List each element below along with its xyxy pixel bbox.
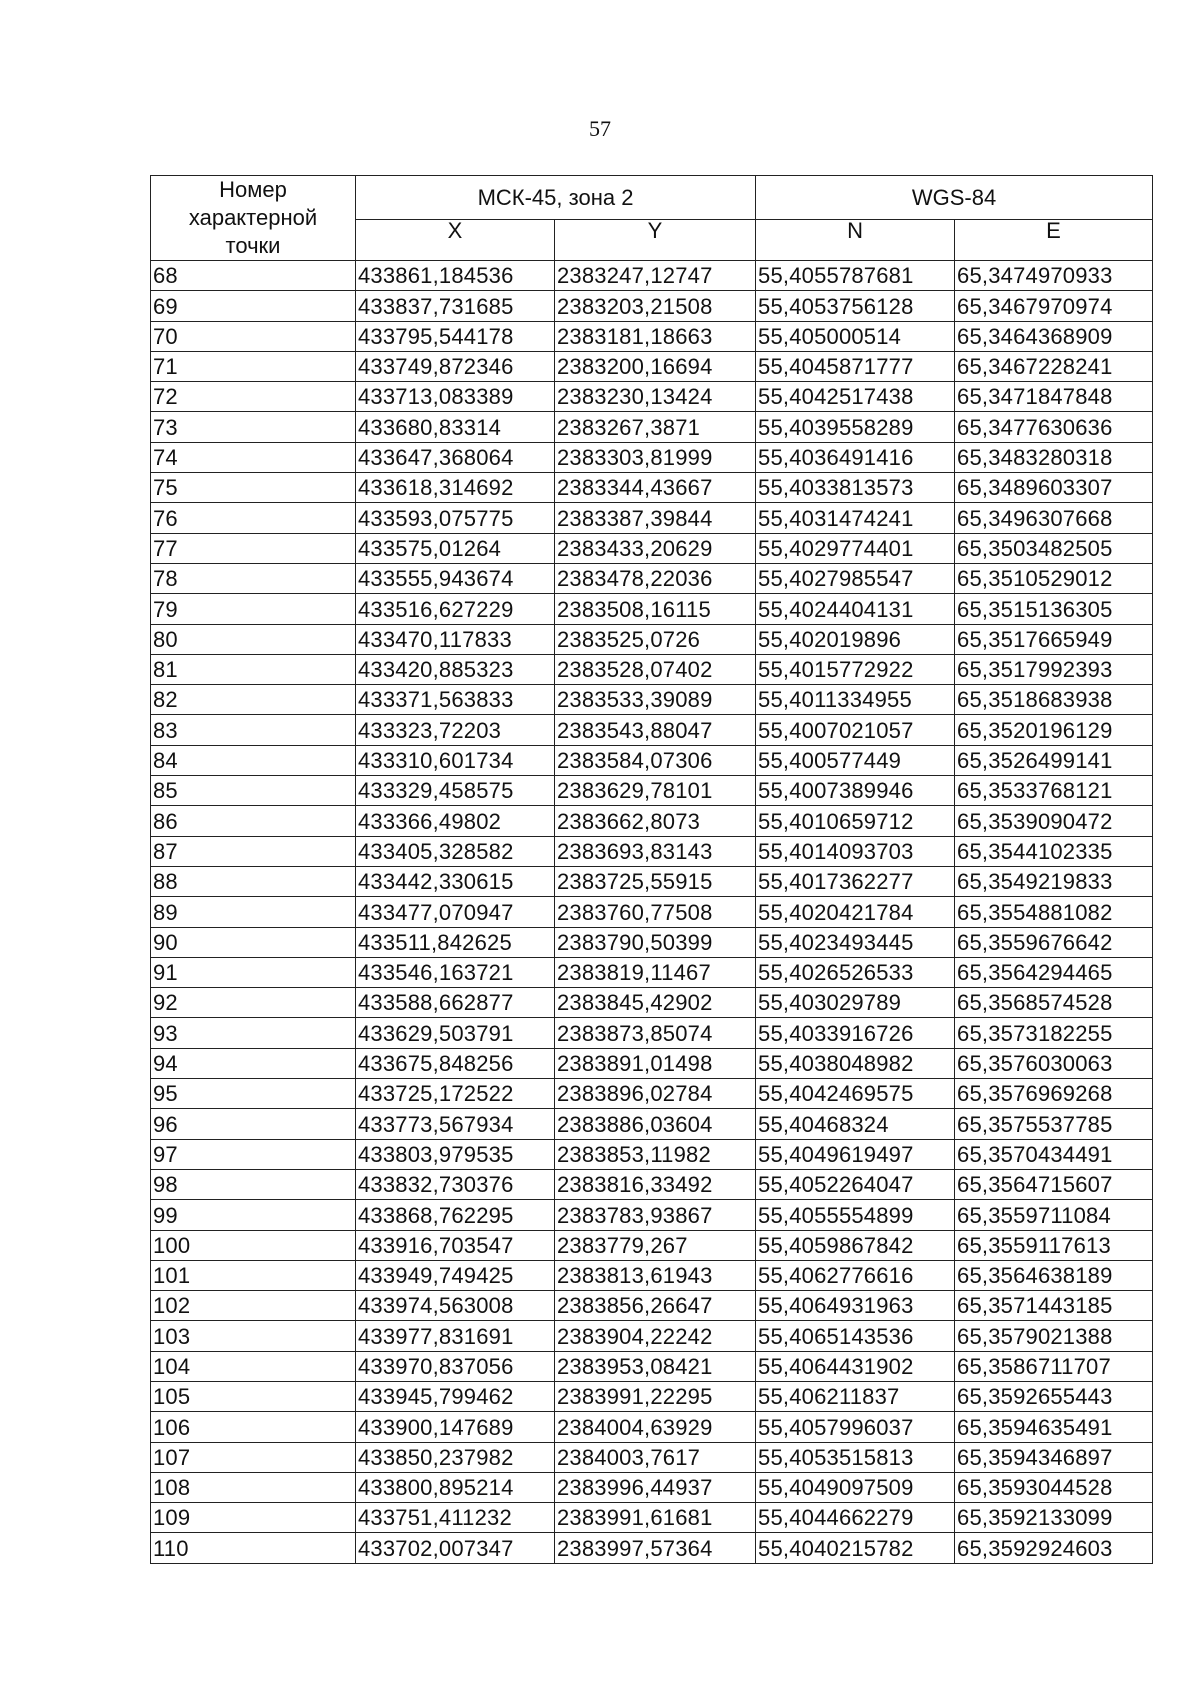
n-cell: 55,4057996037 — [756, 1412, 955, 1442]
x-cell: 433516,627229 — [356, 594, 555, 624]
table-row — [151, 654, 1153, 684]
e-cell: 65,3489603307 — [955, 473, 1153, 503]
point-number-cell: 105 — [151, 1381, 356, 1411]
e-cell: 65,3526499141 — [955, 745, 1153, 775]
n-cell: 55,4053756128 — [756, 291, 955, 321]
x-cell: 433329,458575 — [356, 776, 555, 806]
e-cell: 65,3517992393 — [955, 654, 1153, 684]
x-cell: 433593,075775 — [356, 503, 555, 533]
x-cell: 433575,01264 — [356, 533, 555, 563]
y-cell: 2383533,39089 — [555, 685, 756, 715]
point-number-cell: 110 — [151, 1533, 356, 1563]
point-number-cell: 74 — [151, 442, 356, 472]
e-cell: 65,3467228241 — [955, 351, 1153, 381]
e-cell: 65,3515136305 — [955, 594, 1153, 624]
n-cell: 55,4020421784 — [756, 897, 955, 927]
y-cell: 2383997,57364 — [555, 1533, 756, 1563]
table-row — [151, 1503, 1153, 1533]
x-cell: 433949,749425 — [356, 1260, 555, 1290]
e-cell: 65,3467970974 — [955, 291, 1153, 321]
x-cell: 433795,544178 — [356, 321, 555, 351]
e-cell: 65,3544102335 — [955, 836, 1153, 866]
n-cell: 55,4064431902 — [756, 1351, 955, 1381]
y-cell: 2383891,01498 — [555, 1048, 756, 1078]
n-cell: 55,4040215782 — [756, 1533, 955, 1563]
x-cell: 433900,147689 — [356, 1412, 555, 1442]
x-cell: 433323,72203 — [356, 715, 555, 745]
y-cell: 2383344,43667 — [555, 473, 756, 503]
table-row — [151, 442, 1153, 472]
point-number-header — [151, 176, 356, 261]
point-number-cell: 100 — [151, 1230, 356, 1260]
table-row — [151, 1472, 1153, 1502]
table-row — [151, 1169, 1153, 1199]
n-cell: 55,4064931963 — [756, 1291, 955, 1321]
n-cell: 55,4026526533 — [756, 957, 955, 987]
table-row — [151, 1139, 1153, 1169]
n-cell: 55,4010659712 — [756, 806, 955, 836]
point-number-cell: 75 — [151, 473, 356, 503]
table-row — [151, 382, 1153, 412]
x-cell: 433477,070947 — [356, 897, 555, 927]
e-cell: 65,3559711084 — [955, 1200, 1153, 1230]
y-cell: 2383816,33492 — [555, 1169, 756, 1199]
y-cell: 2383991,61681 — [555, 1503, 756, 1533]
table-row — [151, 1442, 1153, 1472]
n-cell: 55,4027985547 — [756, 563, 955, 593]
e-cell: 65,3594635491 — [955, 1412, 1153, 1442]
x-cell: 433868,762295 — [356, 1200, 555, 1230]
table-row — [151, 957, 1153, 987]
table-row — [151, 1230, 1153, 1260]
y-cell: 2383181,18663 — [555, 321, 756, 351]
e-cell: 65,3464368909 — [955, 321, 1153, 351]
y-cell: 2383779,267 — [555, 1230, 756, 1260]
e-cell: 65,3579021388 — [955, 1321, 1153, 1351]
x-cell: 433800,895214 — [356, 1472, 555, 1502]
table-row — [151, 1048, 1153, 1078]
n-column-header: N — [756, 220, 955, 261]
e-cell: 65,3571443185 — [955, 1291, 1153, 1321]
point-number-cell: 92 — [151, 988, 356, 1018]
point-number-cell: 103 — [151, 1321, 356, 1351]
y-cell: 2383996,44937 — [555, 1472, 756, 1502]
table-row — [151, 473, 1153, 503]
e-cell: 65,3483280318 — [955, 442, 1153, 472]
n-cell: 55,4042517438 — [756, 382, 955, 412]
x-column-header: X — [356, 220, 555, 261]
y-cell: 2383433,20629 — [555, 533, 756, 563]
point-number-cell: 79 — [151, 594, 356, 624]
table-row — [151, 776, 1153, 806]
x-cell: 433945,799462 — [356, 1381, 555, 1411]
table-row — [151, 1079, 1153, 1109]
y-cell: 2383203,21508 — [555, 291, 756, 321]
table-row — [151, 1260, 1153, 1290]
table-row — [151, 1109, 1153, 1139]
n-cell: 55,402019896 — [756, 624, 955, 654]
y-cell: 2383853,11982 — [555, 1139, 756, 1169]
point-number-cell: 73 — [151, 412, 356, 442]
x-cell: 433977,831691 — [356, 1321, 555, 1351]
table-row — [151, 745, 1153, 775]
n-cell: 55,4044662279 — [756, 1503, 955, 1533]
x-cell: 433803,979535 — [356, 1139, 555, 1169]
x-cell: 433974,563008 — [356, 1291, 555, 1321]
n-cell: 55,4033916726 — [756, 1018, 955, 1048]
x-cell: 433420,885323 — [356, 654, 555, 684]
n-cell: 55,4033813573 — [756, 473, 955, 503]
y-cell: 2383543,88047 — [555, 715, 756, 745]
point-number-cell: 68 — [151, 261, 356, 291]
point-number-cell: 80 — [151, 624, 356, 654]
table-row — [151, 715, 1153, 745]
e-cell: 65,3592133099 — [955, 1503, 1153, 1533]
x-cell: 433749,872346 — [356, 351, 555, 381]
table-row — [151, 988, 1153, 1018]
table-row — [151, 624, 1153, 654]
x-cell: 433310,601734 — [356, 745, 555, 775]
x-cell: 433647,368064 — [356, 442, 555, 472]
e-cell: 65,3592924603 — [955, 1533, 1153, 1563]
n-cell: 55,4049097509 — [756, 1472, 955, 1502]
e-cell: 65,3477630636 — [955, 412, 1153, 442]
point-number-cell: 69 — [151, 291, 356, 321]
y-cell: 2383896,02784 — [555, 1079, 756, 1109]
n-cell: 55,4017362277 — [756, 866, 955, 896]
point-number-cell: 104 — [151, 1351, 356, 1381]
y-cell: 2383247,12747 — [555, 261, 756, 291]
point-number-cell: 99 — [151, 1200, 356, 1230]
y-cell: 2383200,16694 — [555, 351, 756, 381]
e-cell: 65,3533768121 — [955, 776, 1153, 806]
e-cell: 65,3517665949 — [955, 624, 1153, 654]
point-number-cell: 96 — [151, 1109, 356, 1139]
wgs-group-header: WGS-84 — [756, 176, 1153, 220]
point-number-cell: 106 — [151, 1412, 356, 1442]
e-cell: 65,3496307668 — [955, 503, 1153, 533]
y-cell: 2383629,78101 — [555, 776, 756, 806]
x-cell: 433970,837056 — [356, 1351, 555, 1381]
e-cell: 65,3570434491 — [955, 1139, 1153, 1169]
x-cell: 433773,567934 — [356, 1109, 555, 1139]
x-cell: 433861,184536 — [356, 261, 555, 291]
e-cell: 65,3518683938 — [955, 685, 1153, 715]
x-cell: 433837,731685 — [356, 291, 555, 321]
y-cell: 2383886,03604 — [555, 1109, 756, 1139]
y-cell: 2384004,63929 — [555, 1412, 756, 1442]
y-cell: 2383783,93867 — [555, 1200, 756, 1230]
e-cell: 65,3573182255 — [955, 1018, 1153, 1048]
point-number-cell: 70 — [151, 321, 356, 351]
n-cell: 55,40468324 — [756, 1109, 955, 1139]
table-row — [151, 533, 1153, 563]
e-cell: 65,3564715607 — [955, 1169, 1153, 1199]
x-cell: 433680,83314 — [356, 412, 555, 442]
x-cell: 433546,163721 — [356, 957, 555, 987]
e-cell: 65,3520196129 — [955, 715, 1153, 745]
n-cell: 55,4036491416 — [756, 442, 955, 472]
e-cell: 65,3568574528 — [955, 988, 1153, 1018]
table-row — [151, 594, 1153, 624]
y-cell: 2383525,0726 — [555, 624, 756, 654]
x-cell: 433618,314692 — [356, 473, 555, 503]
n-cell: 55,4055554899 — [756, 1200, 955, 1230]
table-row — [151, 897, 1153, 927]
point-number-cell: 97 — [151, 1139, 356, 1169]
n-cell: 55,4049619497 — [756, 1139, 955, 1169]
n-cell: 55,4014093703 — [756, 836, 955, 866]
point-number-cell: 83 — [151, 715, 356, 745]
e-cell: 65,3510529012 — [955, 563, 1153, 593]
y-cell: 2383760,77508 — [555, 897, 756, 927]
n-cell: 55,4045871777 — [756, 351, 955, 381]
y-cell: 2383953,08421 — [555, 1351, 756, 1381]
y-cell: 2383267,3871 — [555, 412, 756, 442]
y-cell: 2383856,26647 — [555, 1291, 756, 1321]
x-cell: 433511,842625 — [356, 927, 555, 957]
e-cell: 65,3503482505 — [955, 533, 1153, 563]
table-header — [151, 176, 1153, 261]
table-row — [151, 1291, 1153, 1321]
e-cell: 65,3586711707 — [955, 1351, 1153, 1381]
y-cell: 2383584,07306 — [555, 745, 756, 775]
y-cell: 2383387,39844 — [555, 503, 756, 533]
table-row — [151, 563, 1153, 593]
n-cell: 55,4029774401 — [756, 533, 955, 563]
x-cell: 433371,563833 — [356, 685, 555, 715]
point-number-cell: 91 — [151, 957, 356, 987]
point-number-cell: 76 — [151, 503, 356, 533]
point-number-cell: 72 — [151, 382, 356, 412]
y-cell: 2383508,16115 — [555, 594, 756, 624]
x-cell: 433725,172522 — [356, 1079, 555, 1109]
point-number-cell: 85 — [151, 776, 356, 806]
table-row — [151, 1321, 1153, 1351]
n-cell: 55,405000514 — [756, 321, 955, 351]
n-cell: 55,4011334955 — [756, 685, 955, 715]
table-row — [151, 806, 1153, 836]
point-number-cell: 90 — [151, 927, 356, 957]
e-column-header: E — [955, 220, 1153, 261]
x-cell: 433702,007347 — [356, 1533, 555, 1563]
point-number-cell: 108 — [151, 1472, 356, 1502]
point-number-cell: 101 — [151, 1260, 356, 1290]
y-cell: 2383991,22295 — [555, 1381, 756, 1411]
y-cell: 2383693,83143 — [555, 836, 756, 866]
point-number-cell: 78 — [151, 563, 356, 593]
point-number-cell: 107 — [151, 1442, 356, 1472]
table-row — [151, 1533, 1153, 1563]
y-cell: 2383528,07402 — [555, 654, 756, 684]
table-row — [151, 351, 1153, 381]
table-row — [151, 1381, 1153, 1411]
point-number-cell: 95 — [151, 1079, 356, 1109]
y-cell: 2383819,11467 — [555, 957, 756, 987]
table-row — [151, 1412, 1153, 1442]
x-cell: 433405,328582 — [356, 836, 555, 866]
point-number-cell: 94 — [151, 1048, 356, 1078]
coordinates-table — [150, 175, 1153, 1564]
point-number-header-label: Номер характерной точки — [188, 177, 318, 258]
point-number-cell: 93 — [151, 1018, 356, 1048]
y-cell: 2384003,7617 — [555, 1442, 756, 1472]
table-body — [151, 261, 1153, 1564]
n-cell: 55,4024404131 — [756, 594, 955, 624]
y-cell: 2383303,81999 — [555, 442, 756, 472]
n-cell: 55,4015772922 — [756, 654, 955, 684]
y-cell: 2383873,85074 — [555, 1018, 756, 1048]
point-number-cell: 86 — [151, 806, 356, 836]
x-cell: 433751,411232 — [356, 1503, 555, 1533]
table-row — [151, 836, 1153, 866]
e-cell: 65,3539090472 — [955, 806, 1153, 836]
n-cell: 55,4055787681 — [756, 261, 955, 291]
e-cell: 65,3549219833 — [955, 866, 1153, 896]
point-number-cell: 88 — [151, 866, 356, 896]
e-cell: 65,3593044528 — [955, 1472, 1153, 1502]
y-cell: 2383813,61943 — [555, 1260, 756, 1290]
e-cell: 65,3576030063 — [955, 1048, 1153, 1078]
y-cell: 2383478,22036 — [555, 563, 756, 593]
table-row — [151, 412, 1153, 442]
table-row — [151, 927, 1153, 957]
point-number-cell: 89 — [151, 897, 356, 927]
e-cell: 65,3594346897 — [955, 1442, 1153, 1472]
x-cell: 433850,237982 — [356, 1442, 555, 1472]
table-row — [151, 866, 1153, 896]
n-cell: 55,4053515813 — [756, 1442, 955, 1472]
e-cell: 65,3559676642 — [955, 927, 1153, 957]
x-cell: 433588,662877 — [356, 988, 555, 1018]
n-cell: 55,4031474241 — [756, 503, 955, 533]
x-cell: 433442,330615 — [356, 866, 555, 896]
n-cell: 55,406211837 — [756, 1381, 955, 1411]
e-cell: 65,3576969268 — [955, 1079, 1153, 1109]
point-number-cell: 77 — [151, 533, 356, 563]
point-number-cell: 98 — [151, 1169, 356, 1199]
y-cell: 2383845,42902 — [555, 988, 756, 1018]
e-cell: 65,3554881082 — [955, 897, 1153, 927]
e-cell: 65,3564638189 — [955, 1260, 1153, 1290]
x-cell: 433470,117833 — [356, 624, 555, 654]
point-number-cell: 71 — [151, 351, 356, 381]
y-cell: 2383230,13424 — [555, 382, 756, 412]
point-number-cell: 82 — [151, 685, 356, 715]
table-row — [151, 685, 1153, 715]
n-cell: 55,4065143536 — [756, 1321, 955, 1351]
table-row — [151, 1018, 1153, 1048]
y-cell: 2383904,22242 — [555, 1321, 756, 1351]
x-cell: 433629,503791 — [356, 1018, 555, 1048]
n-cell: 55,4059867842 — [756, 1230, 955, 1260]
e-cell: 65,3474970933 — [955, 261, 1153, 291]
x-cell: 433675,848256 — [356, 1048, 555, 1078]
table-row — [151, 261, 1153, 291]
y-cell: 2383662,8073 — [555, 806, 756, 836]
e-cell: 65,3471847848 — [955, 382, 1153, 412]
y-cell: 2383790,50399 — [555, 927, 756, 957]
point-number-cell: 109 — [151, 1503, 356, 1533]
x-cell: 433366,49802 — [356, 806, 555, 836]
page-number: 57 — [589, 116, 611, 141]
e-cell: 65,3559117613 — [955, 1230, 1153, 1260]
x-cell: 433916,703547 — [356, 1230, 555, 1260]
y-cell: 2383725,55915 — [555, 866, 756, 896]
n-cell: 55,4052264047 — [756, 1169, 955, 1199]
n-cell: 55,4042469575 — [756, 1079, 955, 1109]
table-row — [151, 291, 1153, 321]
point-number-cell: 102 — [151, 1291, 356, 1321]
x-cell: 433713,083389 — [356, 382, 555, 412]
table-row — [151, 503, 1153, 533]
table-row — [151, 1351, 1153, 1381]
n-cell: 55,4062776616 — [756, 1260, 955, 1290]
n-cell: 55,4023493445 — [756, 927, 955, 957]
n-cell: 55,4039558289 — [756, 412, 955, 442]
point-number-cell: 81 — [151, 654, 356, 684]
point-number-cell: 84 — [151, 745, 356, 775]
msk-group-header: МСК-45, зона 2 — [356, 176, 756, 220]
e-cell: 65,3575537785 — [955, 1109, 1153, 1139]
x-cell: 433555,943674 — [356, 563, 555, 593]
point-number-cell: 87 — [151, 836, 356, 866]
e-cell: 65,3592655443 — [955, 1381, 1153, 1411]
table-row — [151, 1200, 1153, 1230]
n-cell: 55,400577449 — [756, 745, 955, 775]
table-row — [151, 321, 1153, 351]
e-cell: 65,3564294465 — [955, 957, 1153, 987]
n-cell: 55,4038048982 — [756, 1048, 955, 1078]
n-cell: 55,403029789 — [756, 988, 955, 1018]
n-cell: 55,4007021057 — [756, 715, 955, 745]
y-column-header: Y — [555, 220, 756, 261]
x-cell: 433832,730376 — [356, 1169, 555, 1199]
n-cell: 55,4007389946 — [756, 776, 955, 806]
